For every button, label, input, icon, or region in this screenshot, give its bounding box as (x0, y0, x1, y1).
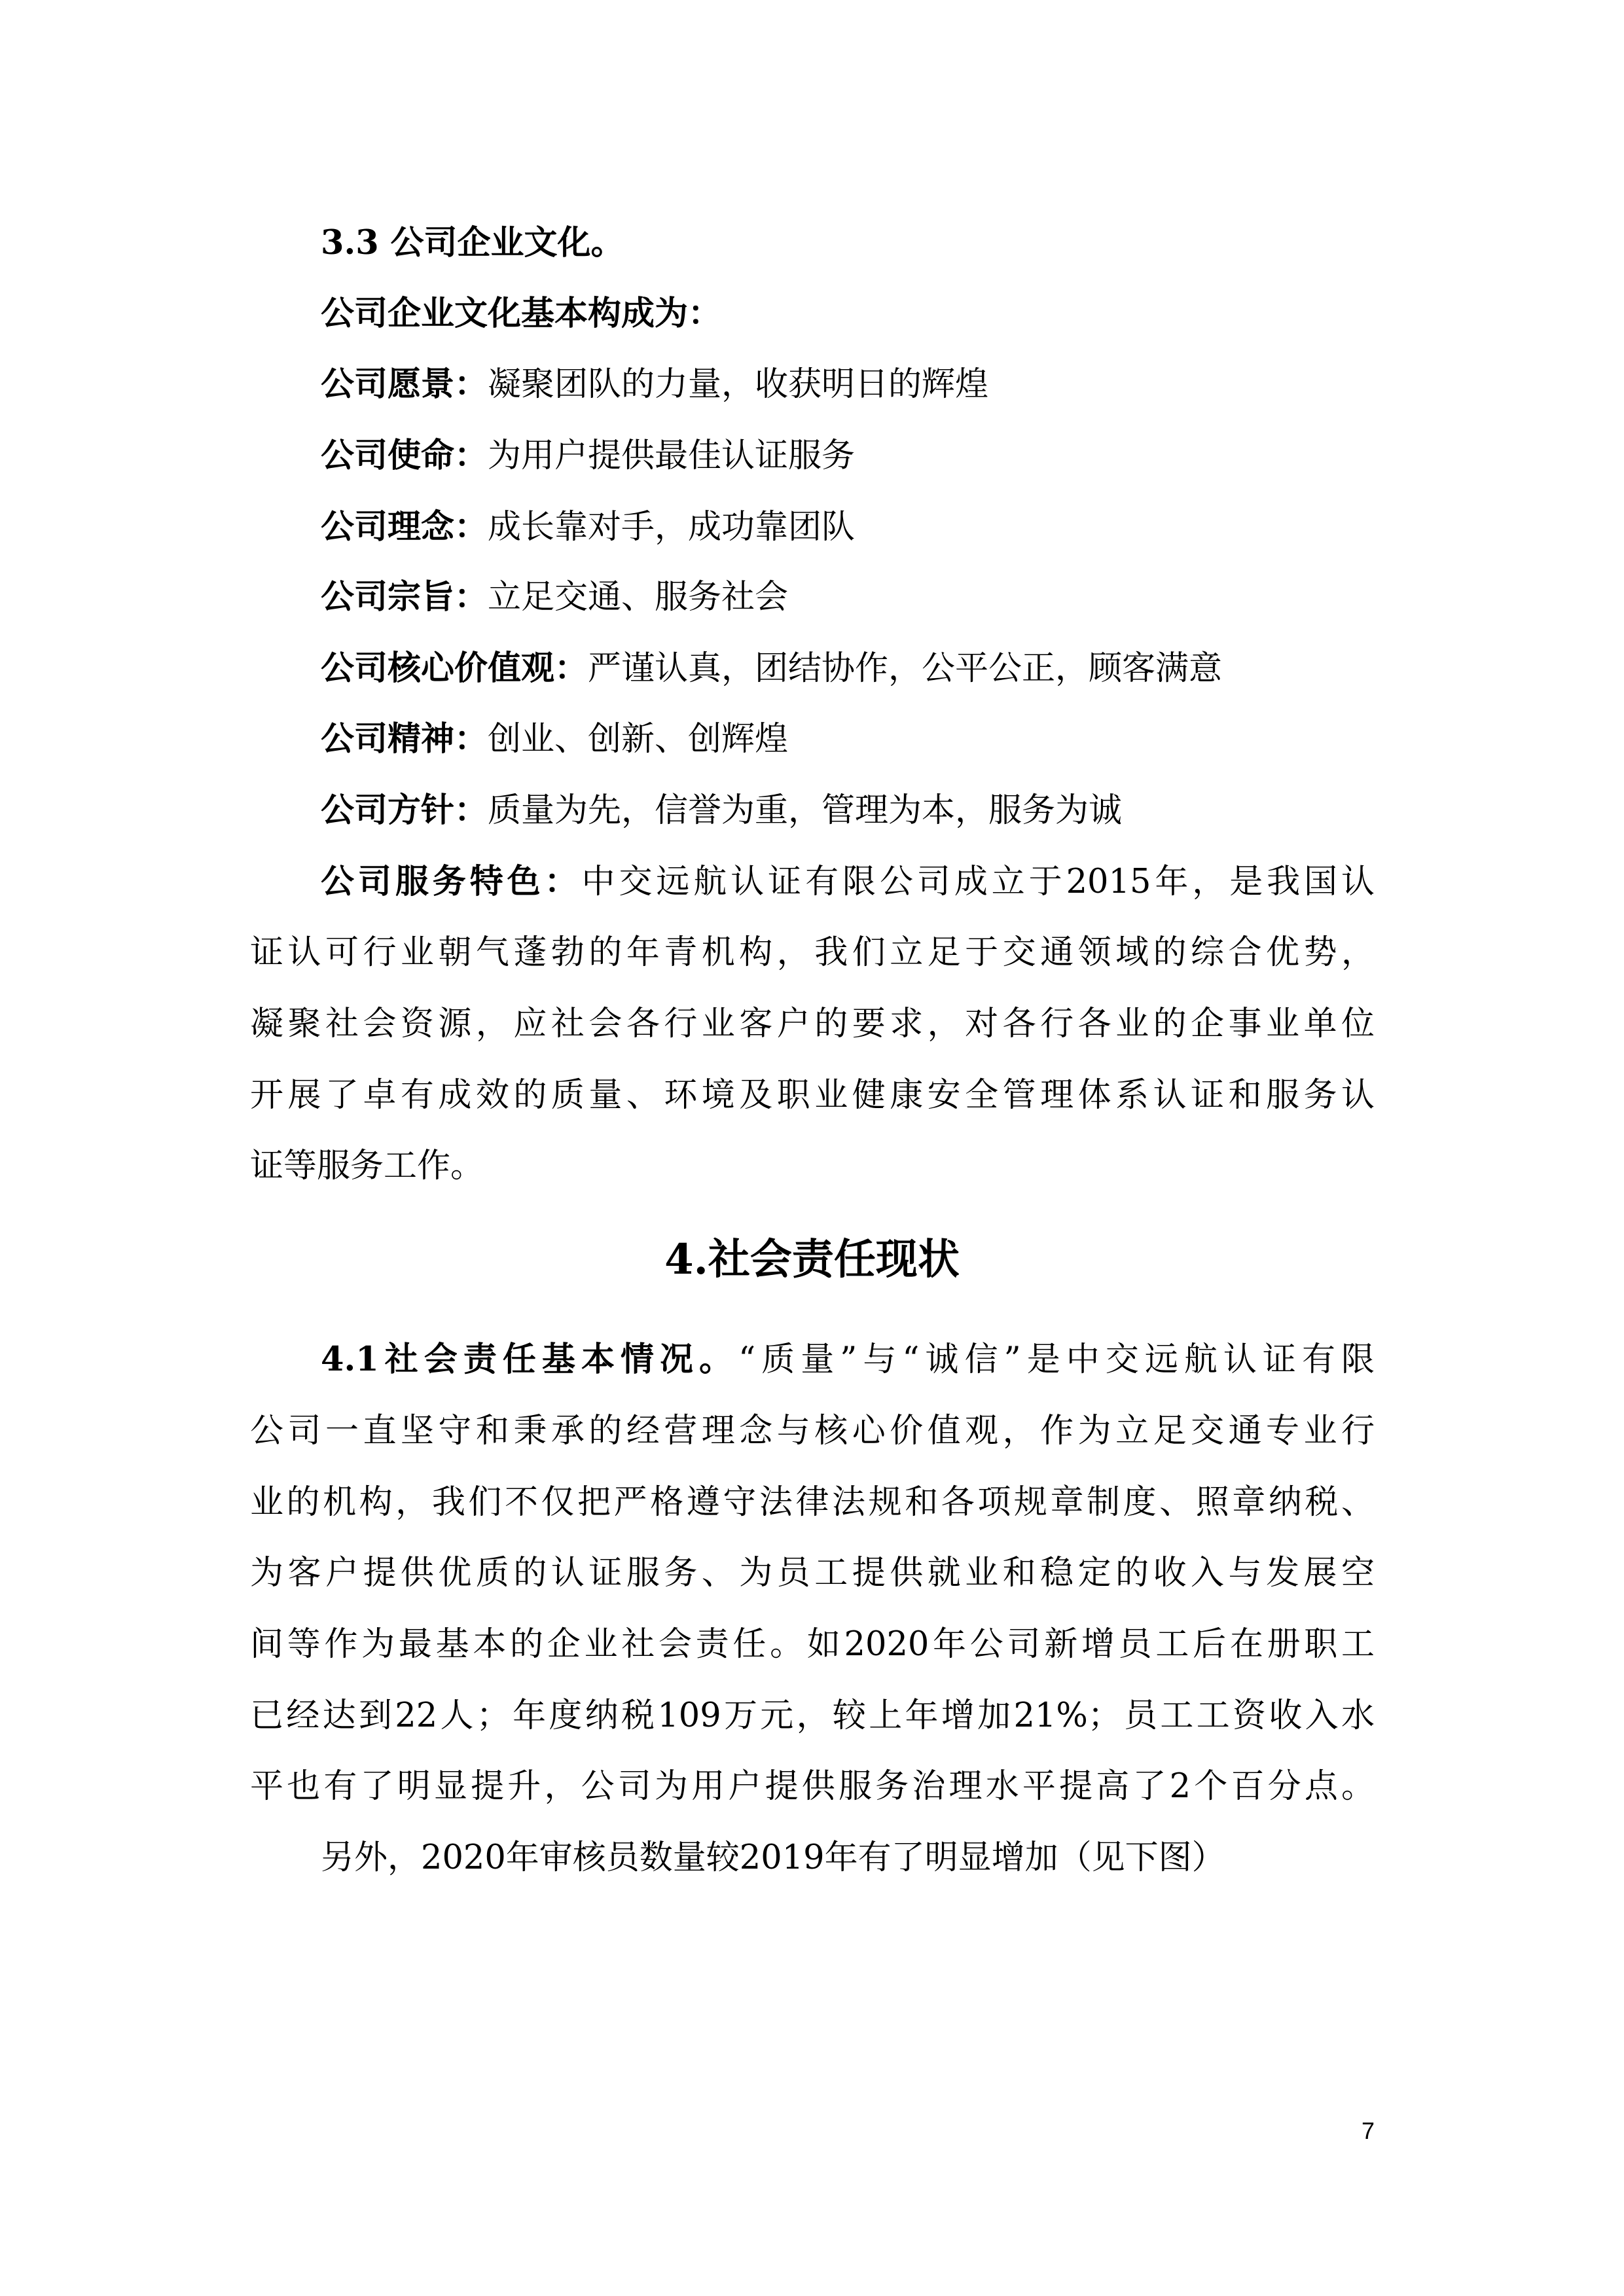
culture-item-mission (321, 436, 856, 475)
culture-item-core-values (321, 649, 1223, 688)
additional-note: 另外，2020年审核员数量较2019年有了明显增加（见下图） (321, 1839, 1225, 1877)
item-label: 公司使命： (321, 436, 488, 475)
sec41-line: 已经达到22人；年度纳税109万元，较上年增加21%；员工工资收入水 (250, 1696, 1375, 1735)
item-label: 公司方针： (321, 791, 488, 830)
item-label: 公司精神： (321, 719, 488, 759)
culture-item-policy (321, 791, 1123, 830)
item-label: 公司理念： (321, 507, 488, 547)
item-text: 质量为先，信誉为重，管理为本，服务为诚 (488, 791, 1123, 830)
sec41-line: 为客户提供优质的认证服务、为员工提供就业和稳定的收入与发展空 (250, 1554, 1375, 1592)
item-label: 公司宗旨： (321, 577, 488, 617)
section-4-title: 4.社会责任现状 (664, 1235, 960, 1284)
culture-intro: 公司企业文化基本构成为： (321, 294, 722, 333)
culture-item-philosophy (321, 507, 856, 547)
culture-item-purpose (321, 577, 789, 617)
service-label: 公司服务特色： (321, 862, 582, 901)
service-line: 凝聚社会资源，应社会各行业客户的要求，对各行各业的企事业单位 (250, 1005, 1375, 1043)
sec41-line: 4.1社会责任基本情况。“质量”与“诚信”是中交远航认证有限 (321, 1340, 1375, 1379)
sec41-line: 平也有了明显提升，公司为用户提供服务治理水平提高了2个百分点。 (250, 1767, 1375, 1806)
page-number: 7 (1362, 2117, 1375, 2144)
service-line: 证认可行业朝气蓬勃的年青机构，我们立足于交通领域的综合优势， (250, 933, 1375, 972)
item-text: 创业、创新、创辉煌 (488, 720, 789, 759)
sec41-line: 业的机构，我们不仅把严格遵守法律法规和各项规章制度、照章纳税、 (250, 1483, 1375, 1522)
item-label: 公司核心价值观： (321, 649, 588, 688)
service-line: 开展了卓有成效的质量、环境及职业健康安全管理体系认证和服务认 (250, 1076, 1375, 1115)
item-text: 立足交通、服务社会 (488, 578, 789, 617)
service-line: 证等服务工作。 (250, 1147, 484, 1185)
section-3-3-heading: 3.3 公司企业文化。 (321, 223, 624, 262)
sec41-label: 4.1社会责任基本情况。 (321, 1340, 739, 1379)
culture-item-spirit (321, 719, 789, 759)
item-label: 公司愿景： (321, 365, 488, 404)
service-line: 公司服务特色：中交远航认证有限公司成立于2015年，是我国认 (321, 862, 1375, 901)
item-text: 成长靠对手，成功靠团队 (488, 508, 856, 547)
sec41-line: 公司一直坚守和秉承的经营理念与核心价值观，作为立足交通专业行 (250, 1412, 1375, 1450)
item-text: 凝聚团队的力量，收获明日的辉煌 (488, 365, 989, 404)
culture-item-vision (321, 365, 989, 404)
sec41-line: 间等作为最基本的企业社会责任。如2020年公司新增员工后在册职工 (250, 1625, 1375, 1664)
item-text: 为用户提供最佳认证服务 (488, 437, 856, 475)
item-text: 严谨认真，团结协作，公平公正，顾客满意 (588, 649, 1223, 688)
